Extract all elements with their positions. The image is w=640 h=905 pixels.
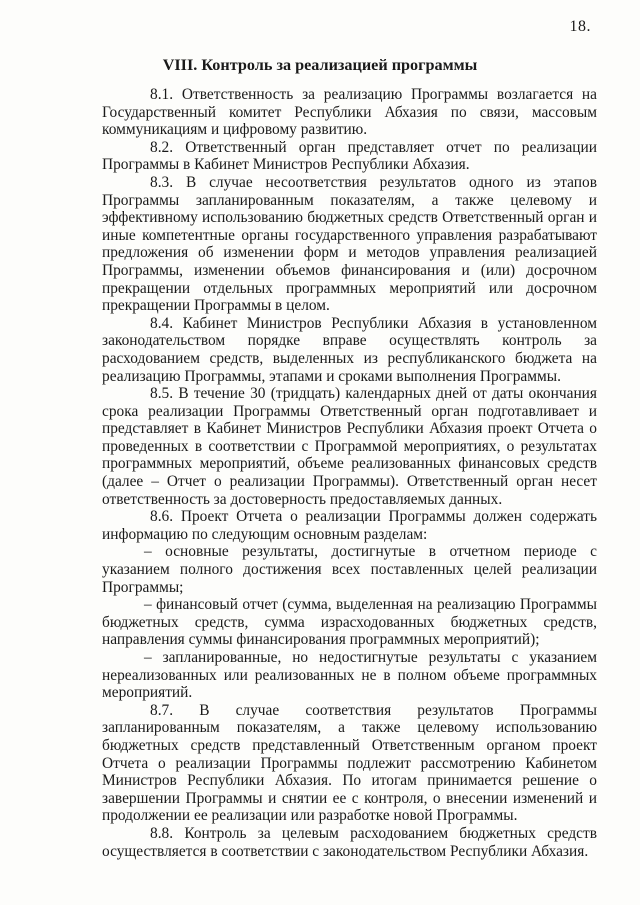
paragraph-8-4: 8.4. Кабинет Министров Республики Абхазия в установленном законодательством порядке вправе осуществлять контроль за расходованием средств, выделенных из республиканского бюджета на реализацию Программы, этапами и сроками выполнения Программы. [102, 314, 597, 385]
list-item-unachieved: – запланированные, но недостигнутые результаты с указанием нереализованных или реализованных не в полном объеме программных мероприятий. [102, 649, 597, 702]
paragraph-8-1: 8.1. Ответственность за реализацию Программы возлагается на Государственный комитет Республики Абхазия по связи, массовым коммуникациям и цифровому развитию. [102, 86, 597, 139]
paragraph-8-5: 8.5. В течение 30 (тридцать) календарных дней от даты окончания срока реализации Программы Ответственный орган подготавливает и представляет в Кабинет Министров Республики Абхазия проект Отчета о проведенных в соответствии с Программой мероприятиях, о результатах программных мероприятий, объеме реализованных финансовых средств (далее – Отчет о реализации Программы). Ответственный орган несет ответственность за достоверность предоставляемых данных. [102, 385, 597, 508]
paragraph-8-3: 8.3. В случае несоответствия результатов одного из этапов Программы запланированным показателям, а также целевому и эффективному использованию бюджетных средств Ответственный орган и иные компетентные органы государственного управления разрабатывают предложения об изменении форм и методов управления реализацией Программы, изменении объемов финансирования и (или) досрочном прекращении отдельных программных мероприятий или досрочном прекращении Программы в целом. [102, 173, 597, 315]
list-item-results: – основные результаты, достигнутые в отчетном периоде с указанием полного достижения всех поставленных целей реализации Программы; [102, 543, 597, 596]
paragraph-8-7: 8.7. В случае соответствия результатов Программы запланированным показателям, а также целевому использованию бюджетных средств представленный Ответственным органом проект Отчета о реализации Программы подлежит рассмотрению Кабинетом Министров Республики Абхазия. По итогам принимается решение о завершении Программы и снятии ее с контроля, о внесении изменений и продолжении ее реализации или разработке новой Программы. [102, 701, 597, 825]
page-number: 18. [569, 18, 591, 35]
section-body [102, 86, 597, 860]
paragraph-8-6: 8.6. Проект Отчета о реализации Программы должен содержать информацию по следующим основным разделам: [102, 508, 597, 543]
section-heading: VIII. Контроль за реализацией программы [162, 56, 478, 74]
paragraph-8-8: 8.8. Контроль за целевым расходованием бюджетных средств осуществляется в соответствии с законодательством Республики Абхазия. [102, 824, 597, 860]
list-item-financial-report: – финансовый отчет (сумма, выделенная на реализацию Программы бюджетных средств, сумма израсходованных бюджетных средств, направления суммы финансирования программных мероприятий); [102, 596, 597, 649]
paragraph-8-2: 8.2. Ответственный орган представляет отчет по реализации Программы в Кабинет Министров Республики Абхазия. [102, 138, 597, 174]
